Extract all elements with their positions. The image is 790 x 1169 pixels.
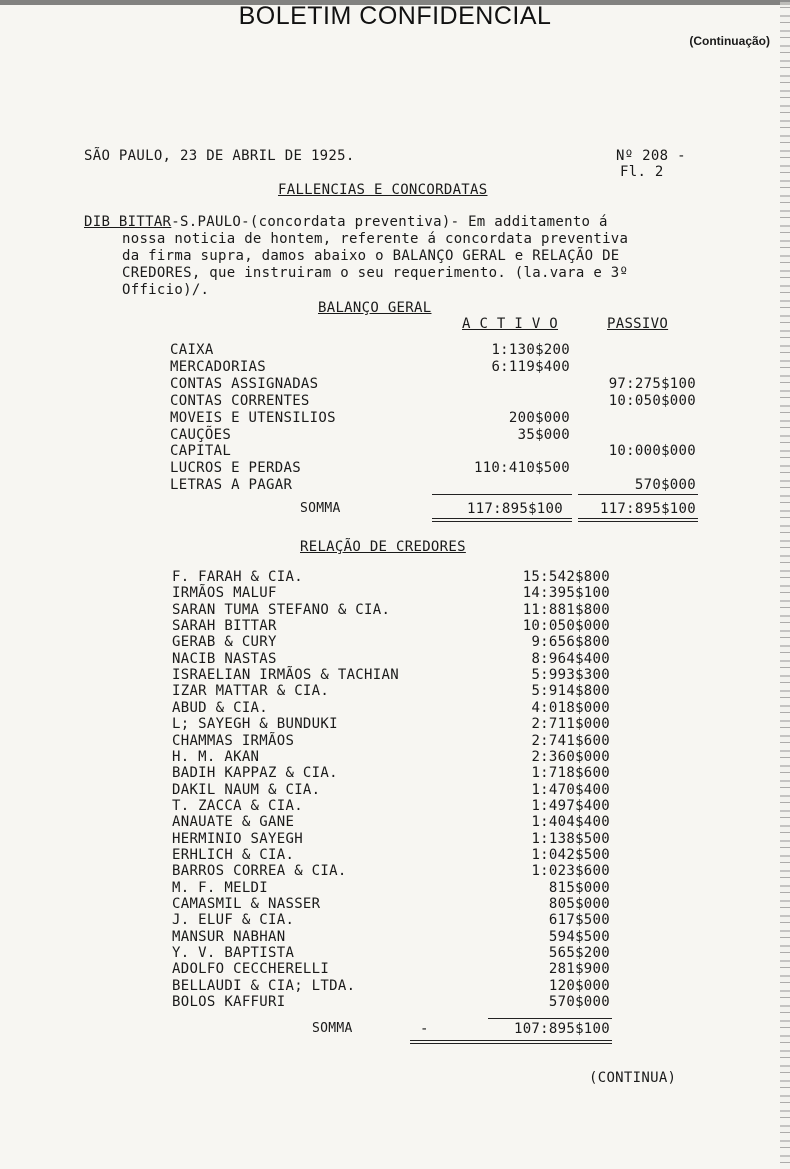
balanco-total-label: SOMMA (300, 501, 341, 516)
col-header-activo: A C T I V O (462, 316, 559, 332)
credor-name: SARAN TUMA STEFANO & CIA. (172, 602, 391, 618)
notice-text: -S.PAULO-(concordata preventiva)- Em additamento á (171, 214, 608, 230)
notice-line-4: CREDORES, que instruiram o seu requerimento. (la.vara e 3º (122, 265, 629, 281)
credor-name: BELLAUDI & CIA; LTDA. (172, 978, 356, 994)
credor-value: 281$900 (548, 961, 610, 977)
continuation-note: (Continuação) (689, 34, 770, 48)
balanco-row-label: CONTAS CORRENTES (170, 393, 310, 409)
credor-name: Y. V. BAPTISTA (172, 945, 295, 961)
credor-value: 617$500 (548, 912, 610, 928)
credor-name: SARAH BITTAR (172, 618, 277, 634)
notice-line-3: da firma supra, damos abaixo o BALANÇO GERAL e RELAÇÃO DE (122, 248, 620, 264)
credor-value: 594$500 (548, 929, 610, 945)
balanco-total-activo: 117:895$100 (466, 501, 563, 517)
credor-value: 1:470$400 (531, 782, 610, 798)
credores-double-rule-2 (410, 1043, 612, 1044)
balanco-row-activo: 6:119$400 (491, 359, 570, 375)
credor-value: 2:360$000 (531, 749, 610, 765)
credor-value: 5:993$300 (531, 667, 610, 683)
credor-value: 1:497$400 (531, 798, 610, 814)
credor-name: GERAB & CURY (172, 634, 277, 650)
credor-name: CHAMMAS IRMÃOS (172, 733, 295, 749)
activo-double-rule-2 (432, 521, 572, 522)
balanco-row-activo: 1:130$200 (491, 342, 570, 358)
credor-value: 15:542$800 (522, 569, 610, 585)
balanco-row-label: CONTAS ASSIGNADAS (170, 376, 319, 392)
sheet-number: Fl. 2 (620, 164, 664, 180)
credor-name: NACIB NASTAS (172, 651, 277, 667)
credor-name: F. FARAH & CIA. (172, 569, 303, 585)
credores-total-dash: - (420, 1021, 429, 1037)
credor-name: BADIH KAPPAZ & CIA. (172, 765, 338, 781)
balanco-row-label: CAIXA (170, 342, 214, 358)
credor-value: 570$000 (548, 994, 610, 1010)
credor-value: 11:881$800 (522, 602, 610, 618)
credor-value: 2:741$600 (531, 733, 610, 749)
balanco-row-passivo: 570$000 (634, 477, 696, 493)
credor-name: IZAR MATTAR & CIA. (172, 683, 330, 699)
balanco-row-label: CAUÇÕES (170, 427, 232, 443)
balanco-row-label: LUCROS E PERDAS (170, 460, 301, 476)
balanco-row-activo: 200$000 (508, 410, 570, 426)
credor-value: 5:914$800 (531, 683, 610, 699)
credor-name: ISRAELIAN IRMÃOS & TACHIAN (172, 667, 399, 683)
credor-value: 9:656$800 (531, 634, 610, 650)
credor-name: J. ELUF & CIA. (172, 912, 295, 928)
credor-name: IRMÃOS MALUF (172, 585, 277, 601)
masthead-title: BOLETIM CONFIDENCIAL (238, 2, 552, 30)
credor-value: 1:023$600 (531, 863, 610, 879)
balanco-row-label: LETRAS A PAGAR (170, 477, 293, 493)
credor-value: 14:395$100 (522, 585, 610, 601)
credor-value: 565$200 (548, 945, 610, 961)
balanco-row-label: CAPITAL (170, 443, 232, 459)
credores-total-label: SOMMA (312, 1021, 353, 1036)
notice-line-5: Officio)/. (122, 282, 210, 298)
credor-name: H. M. AKAN (172, 749, 260, 765)
balanco-row-passivo: 97:275$100 (608, 376, 696, 392)
bulletin-number: Nº 208 - (616, 148, 686, 164)
credores-title: RELAÇÃO DE CREDORES (300, 539, 466, 555)
dateline-place-date: SÃO PAULO, 23 DE ABRIL DE 1925. (84, 148, 355, 164)
notice-subject: DIB BITTAR (84, 214, 172, 230)
balanco-total-passivo: 117:895$100 (599, 501, 696, 517)
credor-value: 1:718$600 (531, 765, 610, 781)
credor-value: 8:964$400 (531, 651, 610, 667)
passivo-double-rule-2 (578, 521, 698, 522)
scan-edge (780, 0, 790, 1169)
credor-value: 1:404$400 (531, 814, 610, 830)
credor-value: 815$000 (548, 880, 610, 896)
credor-name: MANSUR NABHAN (172, 929, 286, 945)
notice-line-2: nossa noticia de hontem, referente á concordata preventiva (122, 231, 629, 247)
credor-name: CAMASMIL & NASSER (172, 896, 321, 912)
activo-total-rule (432, 494, 572, 495)
credor-name: T. ZACCA & CIA. (172, 798, 303, 814)
credor-name: HERMINIO SAYEGH (172, 831, 303, 847)
credores-double-rule-1 (410, 1040, 612, 1041)
balanco-row-passivo: 10:000$000 (608, 443, 696, 459)
credor-value: 10:050$000 (522, 618, 610, 634)
passivo-total-rule (578, 494, 698, 495)
credor-value: 1:138$500 (531, 831, 610, 847)
passivo-double-rule-1 (578, 518, 698, 519)
credores-total-rule (488, 1018, 612, 1019)
credor-value: 1:042$500 (531, 847, 610, 863)
credor-name: ANAUATE & GANE (172, 814, 295, 830)
credor-value: 805$000 (548, 896, 610, 912)
credor-name: DAKIL NAUM & CIA. (172, 782, 321, 798)
balanco-row-activo: 35$000 (517, 427, 570, 443)
credor-value: 4:018$000 (531, 700, 610, 716)
balanco-row-passivo: 10:050$000 (608, 393, 696, 409)
section-title: FALLENCIAS E CONCORDATAS (278, 182, 488, 198)
balanco-row-label: MOVEIS E UTENSILIOS (170, 410, 336, 426)
credor-name: ABUD & CIA. (172, 700, 269, 716)
credor-name: M. F. MELDI (172, 880, 269, 896)
credor-value: 2:711$000 (531, 716, 610, 732)
credor-name: BARROS CORREA & CIA. (172, 863, 347, 879)
credores-total-value: 107:895$100 (513, 1021, 610, 1037)
credor-name: L; SAYEGH & BUNDUKI (172, 716, 338, 732)
credor-name: BOLOS KAFFURI (172, 994, 286, 1010)
col-header-passivo: PASSIVO (607, 316, 669, 332)
balanco-row-activo: 110:410$500 (473, 460, 570, 476)
activo-double-rule-1 (432, 518, 572, 519)
notice-line-1 (84, 214, 608, 230)
balanco-row-label: MERCADORIAS (170, 359, 267, 375)
continua-note: (CONTINUA) (589, 1070, 677, 1086)
balanco-title: BALANÇO GERAL (318, 300, 432, 316)
credor-value: 120$000 (548, 978, 610, 994)
credor-name: ADOLFO CECCHERELLI (172, 961, 330, 977)
credor-name: ERHLICH & CIA. (172, 847, 295, 863)
